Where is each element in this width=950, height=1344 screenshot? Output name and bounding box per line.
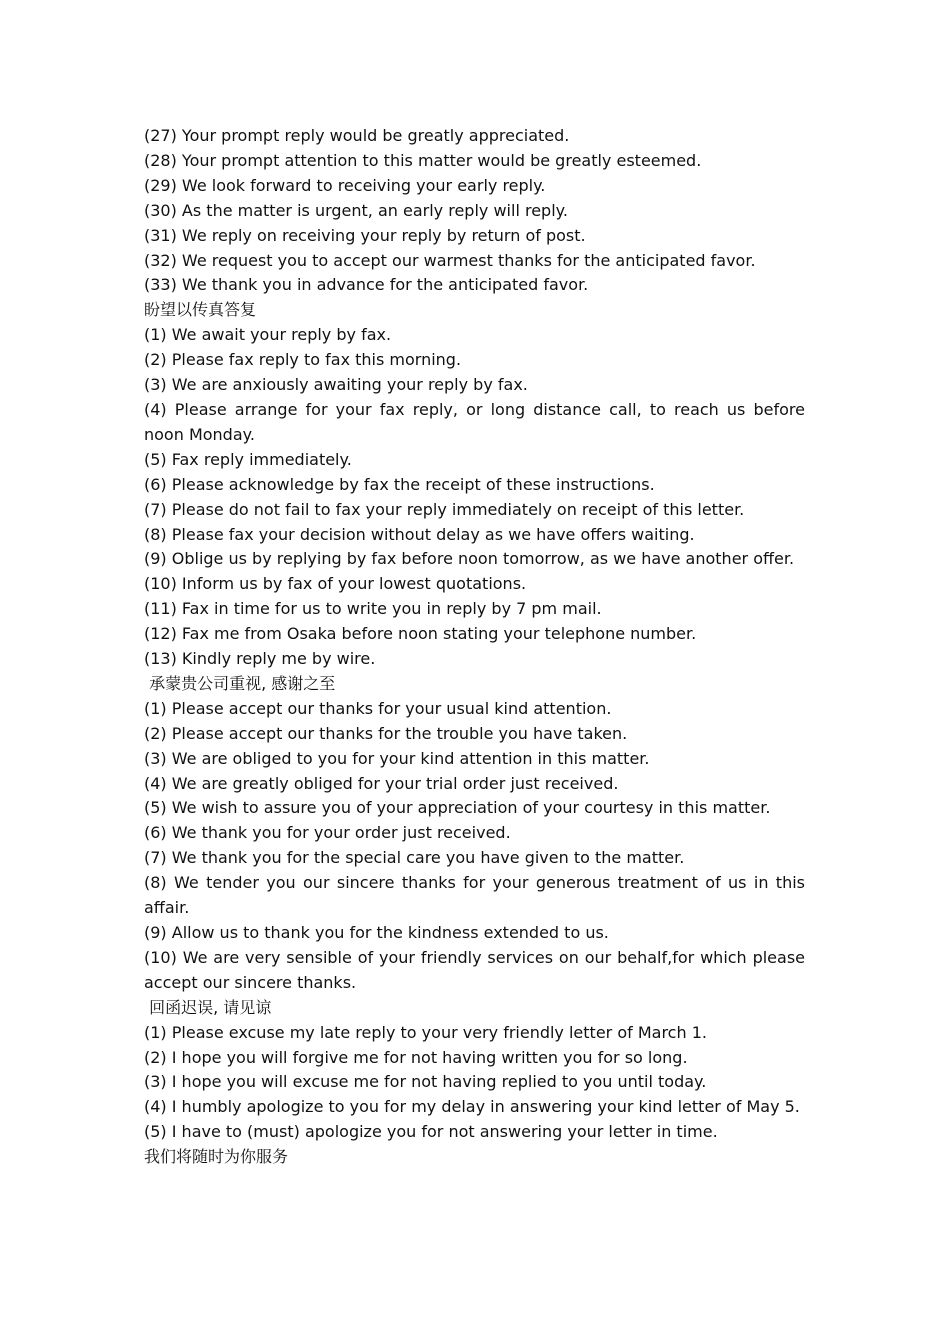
phrase-item: (5) I have to (must) apologize you for not answering your letter in time.	[144, 1122, 718, 1142]
phrase-item: (29) We look forward to receiving your early reply.	[144, 175, 546, 195]
phrase-item: (32) We request you to accept our warmest thanks for the anticipated favor.	[144, 250, 756, 270]
phrase-item: (8) We tender you our sincere thanks for your generous treatment of us in this affair.	[144, 873, 805, 918]
phrase-item: (7) We thank you for the special care you have given to the matter.	[144, 848, 685, 868]
phrase-item: (2) I hope you will forgive me for not having written you for so long.	[144, 1047, 688, 1067]
phrase-item: (4) We are greatly obliged for your trial order just received.	[144, 773, 619, 793]
phrase-item: (7) Please do not fail to fax your reply immediately on receipt of this letter.	[144, 499, 745, 519]
phrase-item: (3) We are obliged to you for your kind attention in this matter.	[144, 748, 650, 768]
phrase-item: (10) Inform us by fax of your lowest quotations.	[144, 574, 527, 594]
section-heading: 盼望以传真答复	[144, 300, 257, 320]
phrase-item: (3) We are anxiously awaiting your reply by fax.	[144, 375, 528, 395]
phrase-item: (5) We wish to assure you of your appreciation of your courtesy in this matter.	[144, 798, 771, 818]
section-heading: 承蒙贵公司重视, 感谢之至	[144, 673, 336, 693]
phrase-item: (13) Kindly reply me by wire.	[144, 649, 376, 669]
phrase-item: (9) Oblige us by replying by fax before noon tomorrow, as we have another offer.	[144, 549, 795, 569]
phrase-item: (11) Fax in time for us to write you in reply by 7 pm mail.	[144, 599, 602, 619]
phrase-item: (31) We reply on receiving your reply by return of post.	[144, 225, 586, 245]
phrase-item: (10) We are very sensible of your friendly services on our behalf,for which please accept our sincere thanks.	[144, 947, 805, 992]
phrase-item: (5) Fax reply immediately.	[144, 449, 352, 469]
phrase-item: (30) As the matter is urgent, an early reply will reply.	[144, 200, 568, 220]
section-heading: 回函迟误, 请见谅	[144, 997, 272, 1017]
phrase-item: (6) We thank you for your order just received.	[144, 823, 511, 843]
phrase-item: (12) Fax me from Osaka before noon stating your telephone number.	[144, 624, 697, 644]
phrase-item: (6) Please acknowledge by fax the receipt of these instructions.	[144, 474, 655, 494]
document-body	[144, 124, 805, 1170]
phrase-item: (33) We thank you in advance for the anticipated favor.	[144, 275, 589, 295]
phrase-item: (9) Allow us to thank you for the kindness extended to us.	[144, 923, 609, 942]
phrase-item: (4) I humbly apologize to you for my delay in answering your kind letter of May 5.	[144, 1097, 800, 1117]
phrase-item: (4) Please arrange for your fax reply, or long distance call, to reach us before noon Monday.	[144, 399, 805, 444]
phrase-item: (28) Your prompt attention to this matter would be greatly esteemed.	[144, 150, 702, 170]
phrase-item: (1) Please accept our thanks for your usual kind attention.	[144, 698, 612, 718]
phrase-item: (2) Please accept our thanks for the trouble you have taken.	[144, 723, 628, 743]
phrase-item: (1) Please excuse my late reply to your very friendly letter of March 1.	[144, 1022, 707, 1042]
phrase-item: (3) I hope you will excuse me for not having replied to you until today.	[144, 1072, 707, 1092]
phrase-item: (1) We await your reply by fax.	[144, 325, 392, 345]
phrase-item: (27) Your prompt reply would be greatly appreciated.	[144, 126, 570, 145]
phrase-item: (8) Please fax your decision without delay as we have offers waiting.	[144, 524, 695, 544]
phrase-item: (2) Please fax reply to fax this morning.	[144, 350, 462, 370]
section-heading: 我们将随时为你服务	[144, 1147, 289, 1167]
